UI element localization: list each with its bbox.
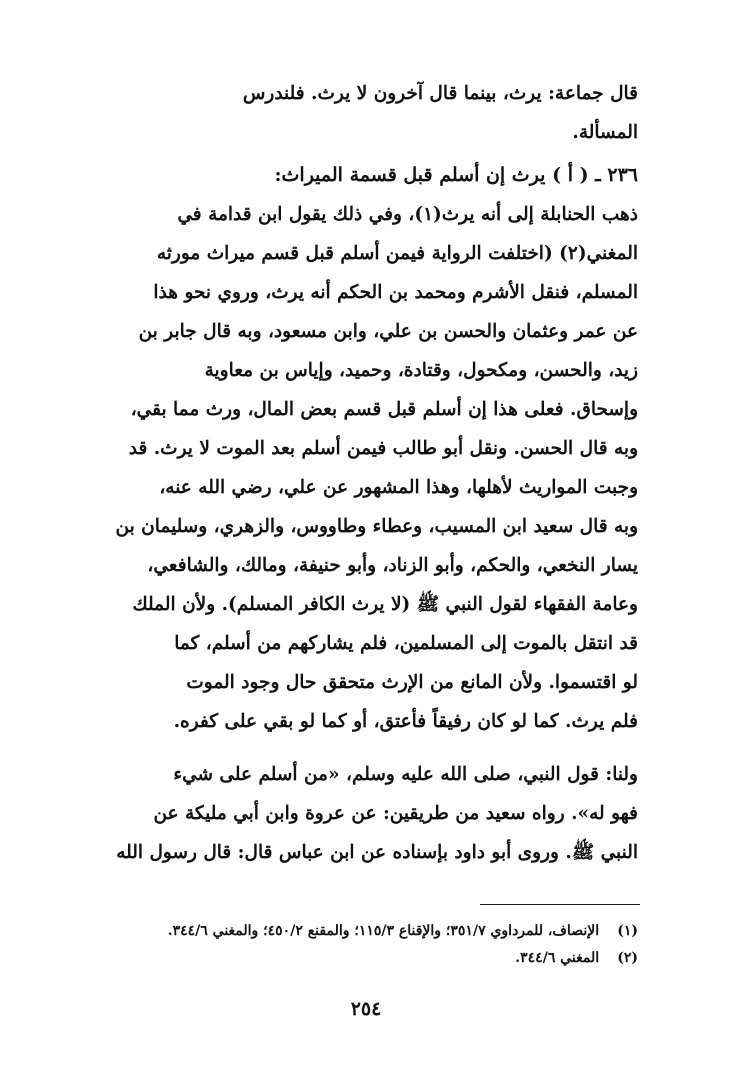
- footnotes: [40, 918, 638, 972]
- intro-line-2: المسألة.: [572, 122, 638, 143]
- main-line-8: وجبت المواريث لأهلها، وهذا المشهور عن علي، رضي الله عنه،: [159, 477, 638, 498]
- main-line-3: المسلم، فنقل الأشرم ومحمد بن الحكم أنه يرث، وروي نحو هذا: [153, 282, 638, 303]
- closing-line-3: النبي ﷺ. وروى أبو داود بإسناده عن ابن عباس قال: قال رسول الله: [116, 842, 638, 863]
- main-line-5: زيد، والحسن، ومكحول، وقتادة، وحميد، وإياس بن معاوية: [204, 360, 638, 381]
- main-line-14: فلم يرث. كما لو كان رفيقاً فأعتق، أو كما لو بقي على كفره.: [173, 711, 638, 732]
- main-line-4: عن عمر وعثمان والحسن بن علي، وابن مسعود، وبه قال جابر بن: [138, 321, 638, 342]
- main-line-13: لو اقتسموا. ولأن المانع من الإرث متحقق حال وجود الموت: [186, 672, 638, 693]
- closing-line-1: ولنا: قول النبي، صلى الله عليه وسلم، «من أسلم على شيء: [173, 764, 638, 785]
- main-line-1: ذهب الحنابلة إلى أنه يرث(١)، وفي ذلك يقول ابن قدامة في: [177, 204, 638, 225]
- intro-line-1: قال جماعة: يرث، بينما قال آخرون لا يرث. فلندرس: [242, 83, 638, 104]
- footnote-1: [40, 918, 638, 945]
- main-line-2: المغني(٢) (اختلفت الرواية فيمن أسلم قبل قسم ميراث مورثه: [156, 243, 638, 264]
- footnote-2: [40, 945, 638, 972]
- main-line-10: يسار النخعي، والحكم، وأبو الزناد، وأبو حنيفة، ومالك، والشافعي،: [147, 555, 638, 576]
- footnote-number: (١): [617, 923, 638, 939]
- footnote-number: (٢): [617, 950, 638, 966]
- footnote-text: المغني ٣٤٤/٦.: [515, 950, 600, 966]
- page-number: ٢٥٤: [350, 998, 382, 1020]
- main-line-12: قد انتقل بالموت إلى المسلمين، فلم يشاركهم من أسلم، كما: [174, 633, 638, 654]
- main-line-6: وإسحاق. فعلى هذا إن أسلم قبل قسم بعض المال، ورث مما بقي،: [130, 399, 638, 420]
- body-text: [78, 74, 638, 872]
- main-line-9: وبه قال سعيد ابن المسيب، وعطاء وطاووس، والزهري، وسليمان بن: [115, 516, 638, 537]
- footnote-text: الإنصاف، للمرداوي ٣٥١/٧؛ والإقناع ١١٥/٣؛ والمقنع ٤٥٠/٢؛ والمغني ٣٤٤/٦.: [167, 923, 600, 939]
- main-line-7: وبه قال الحسن. ونقل أبو طالب فيمن أسلم بعد الموت لا يرث. قد: [128, 438, 638, 459]
- main-line-11: وعامة الفقهاء لقول النبي ﷺ (لا يرث الكافر المسلم). ولأن الملك: [132, 594, 638, 615]
- closing-line-2: فهو له». رواه سعيد من طريقين: عن عروة وابن أبي مليكة عن: [153, 803, 638, 824]
- footnote-divider: [480, 904, 640, 905]
- section-heading: ٢٣٦ ـ ( أ ) يرث إن أسلم قبل قسمة الميراث:: [274, 164, 638, 186]
